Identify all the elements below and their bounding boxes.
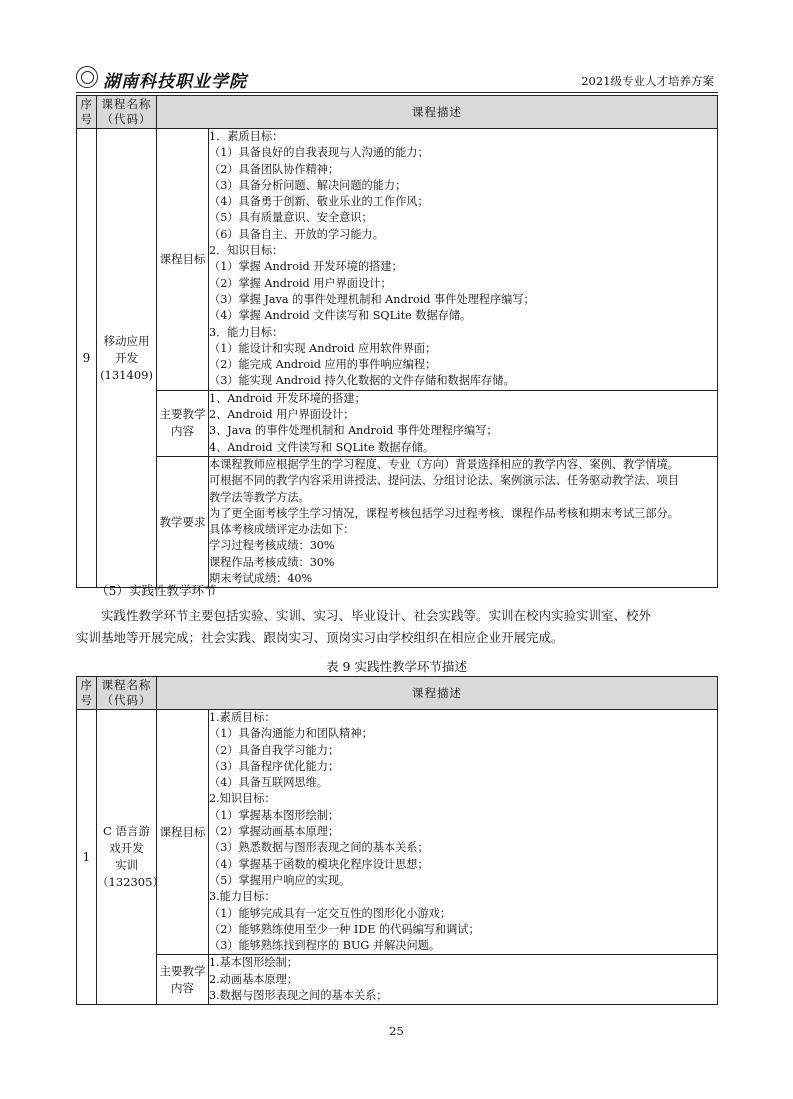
header-idx xyxy=(77,96,97,129)
section-label xyxy=(157,955,209,1005)
description-line: 4、Android 文件读写和 SQLite 数据存储。 xyxy=(209,440,435,454)
description-line: 可根据不同的教学内容采用讲授法、提问法、分组讨论法、案例演示法、任务驱动教学法、项目 xyxy=(209,474,679,488)
description-line: 3、Java 的事件处理机制和 Android 事件处理程序编写； xyxy=(209,424,498,438)
description-line: 2.动画基本原理； xyxy=(209,972,298,986)
section-label xyxy=(157,129,209,391)
header-desc: 课程描述 xyxy=(157,677,718,710)
section-paragraph xyxy=(76,605,718,649)
description-line: （4）具备勇于创新、敬业乐业的工作作风； xyxy=(209,195,429,209)
description-line: 课程作品考核成绩：30% xyxy=(209,555,335,569)
table-row xyxy=(77,456,718,587)
description-line: （2）能完成 Android 应用的事件响应编程； xyxy=(209,358,437,372)
table-header-row xyxy=(77,677,718,710)
description-line: 1．素质目标： xyxy=(209,130,284,143)
description-line: 1.素质目标： xyxy=(209,711,276,724)
section-label-line: 教学要求 xyxy=(159,514,206,529)
table-caption: 表 9 实践性教学环节描述 xyxy=(326,659,467,674)
description-line: （3）熟悉数据与图形表现之间的基本关系； xyxy=(209,841,429,855)
description-line: 3.能力目标： xyxy=(209,890,276,904)
header-name-text: 课程名称（代码） xyxy=(101,678,152,707)
description-line: （1）具备良好的自我表现与人沟通的能力； xyxy=(209,146,429,160)
section-label-line: 主要教学 xyxy=(159,407,206,422)
description-line: （2）掌握 Android 用户界面设计； xyxy=(209,276,392,290)
course-name-line: 移动应用 xyxy=(103,333,150,348)
page-number: 25 xyxy=(389,1024,404,1038)
course-name-line: 开发 xyxy=(115,350,138,365)
paragraph-line: 实训基地等开展完成；社会实践、跟岗实习、顶岗实习由学校组织在相应企业开展完成。 xyxy=(76,630,564,645)
course-name-line: 实训 xyxy=(115,858,138,873)
description-line: 期末考试成绩：40% xyxy=(209,572,313,586)
section-description xyxy=(209,955,718,1005)
description-line: （1）掌握基本图形绘制； xyxy=(209,808,340,822)
table-row xyxy=(77,955,718,1005)
description-line: 教学法等教学方法。 xyxy=(209,490,310,504)
table-row xyxy=(77,710,718,955)
table-header-row xyxy=(77,96,718,129)
section-label-line: 内容 xyxy=(171,980,194,995)
section-label-line: 课程目标 xyxy=(159,251,206,266)
description-line: 本课程教师应根据学生的学习程度、专业（方向）背景选择相应的教学内容、案例、教学情境。 xyxy=(209,457,679,471)
description-line: （3）掌握 Java 的事件处理机制和 Android 事件处理程序编写； xyxy=(209,292,535,306)
section-heading: （5）实践性教学环节 xyxy=(96,583,217,598)
section-description xyxy=(209,456,718,587)
page-header xyxy=(76,64,718,93)
description-line: 学习过程考核成绩：30% xyxy=(209,539,335,553)
description-line: （5）具有质量意识、安全意识； xyxy=(209,211,373,225)
description-line: （2）具备团队协作精神； xyxy=(209,162,340,176)
section-label-line: 课程目标 xyxy=(159,824,206,839)
course-name-line: (131409) xyxy=(100,367,153,382)
description-line: （4）具备互联网思维。 xyxy=(209,776,328,790)
course-table-2 xyxy=(76,676,718,1005)
course-name xyxy=(97,129,157,588)
course-name-line: （132305） xyxy=(97,875,164,890)
description-line: 1、Android 开发环境的搭建； xyxy=(209,391,366,405)
header-idx xyxy=(77,677,97,710)
description-line: （3）具备分析问题、解决问题的能力； xyxy=(209,178,407,192)
description-line: 2．知识目标： xyxy=(209,244,284,258)
description-line: （5）掌握用户响应的实现。 xyxy=(209,873,351,887)
description-line: 2.知识目标： xyxy=(209,792,276,806)
section-label xyxy=(157,710,209,955)
course-name-line: C 语言游 xyxy=(103,824,150,839)
description-line: （2）掌握动画基本原理； xyxy=(209,825,340,839)
section-description xyxy=(209,710,718,955)
description-line: 3．能力目标： xyxy=(209,325,284,339)
header-name xyxy=(97,677,157,710)
header-idx-text: 序号 xyxy=(80,97,93,126)
section-label-line: 主要教学 xyxy=(159,963,206,978)
description-line: （2）具备自我学习能力； xyxy=(209,743,340,757)
section-description xyxy=(209,129,718,391)
row-index: 9 xyxy=(77,129,97,588)
school-logo-text: 湖南科技职业学院 xyxy=(103,72,247,92)
description-line: 2、Android 用户界面设计； xyxy=(209,408,355,422)
header-idx-text: 序号 xyxy=(80,678,93,707)
description-line: （3）能够熟练找到程序的 BUG 并解决问题。 xyxy=(209,939,441,953)
description-line: （1）具备沟通能力和团队精神； xyxy=(209,727,373,741)
description-line: （4）掌握 Android 文件读写和 SQLite 数据存储。 xyxy=(209,309,472,323)
course-name xyxy=(97,710,164,1005)
description-line: 具体考核成绩评定办法如下： xyxy=(209,523,355,537)
description-line: （2）能够熟练使用至少一种 IDE 的代码编写和调试； xyxy=(209,922,480,936)
description-line: （3）具备程序优化能力； xyxy=(209,759,340,773)
header-name-text: 课程名称（代码） xyxy=(101,97,152,126)
table-row xyxy=(77,129,718,391)
document-title: 2021级专业人才培养方案 xyxy=(581,74,714,88)
description-line: （1）能设计和实现 Android 应用软件界面； xyxy=(209,341,437,355)
section-label-line: 内容 xyxy=(171,424,194,439)
course-name-line: 戏开发 xyxy=(109,841,144,856)
course-table-1 xyxy=(76,95,718,588)
description-line: （6）具备自主、开放的学习能力。 xyxy=(209,227,384,241)
description-line: 3.数据与图形表现之间的基本关系； xyxy=(209,989,388,1003)
table-row xyxy=(77,390,718,456)
description-line: （1）掌握 Android 开发环境的搭建； xyxy=(209,260,403,274)
section-label xyxy=(157,390,209,456)
description-line: （1）能够完成具有一定交互性的图形化小游戏； xyxy=(209,906,452,920)
school-seal-icon xyxy=(76,66,98,88)
description-line: （4）掌握基于函数的模块化程序设计思想； xyxy=(209,857,429,871)
section-description xyxy=(209,390,718,456)
row-index: 1 xyxy=(77,710,97,1005)
section-label xyxy=(157,456,209,587)
header-name xyxy=(97,96,157,129)
description-line: 1.基本图形绘制； xyxy=(209,956,298,970)
paragraph-line: 实践性教学环节主要包括实验、实训、实习、毕业设计、社会实践等。实训在校内实验实训室、校外 xyxy=(101,608,652,623)
description-line: 为了更全面考核学生学习情况，课程考核包括学习过程考核、课程作品考核和期末考试三部分。 xyxy=(209,506,679,520)
description-line: （3）能实现 Android 持久化数据的文件存储和数据库存储。 xyxy=(209,374,515,388)
header-desc: 课程描述 xyxy=(157,96,718,129)
